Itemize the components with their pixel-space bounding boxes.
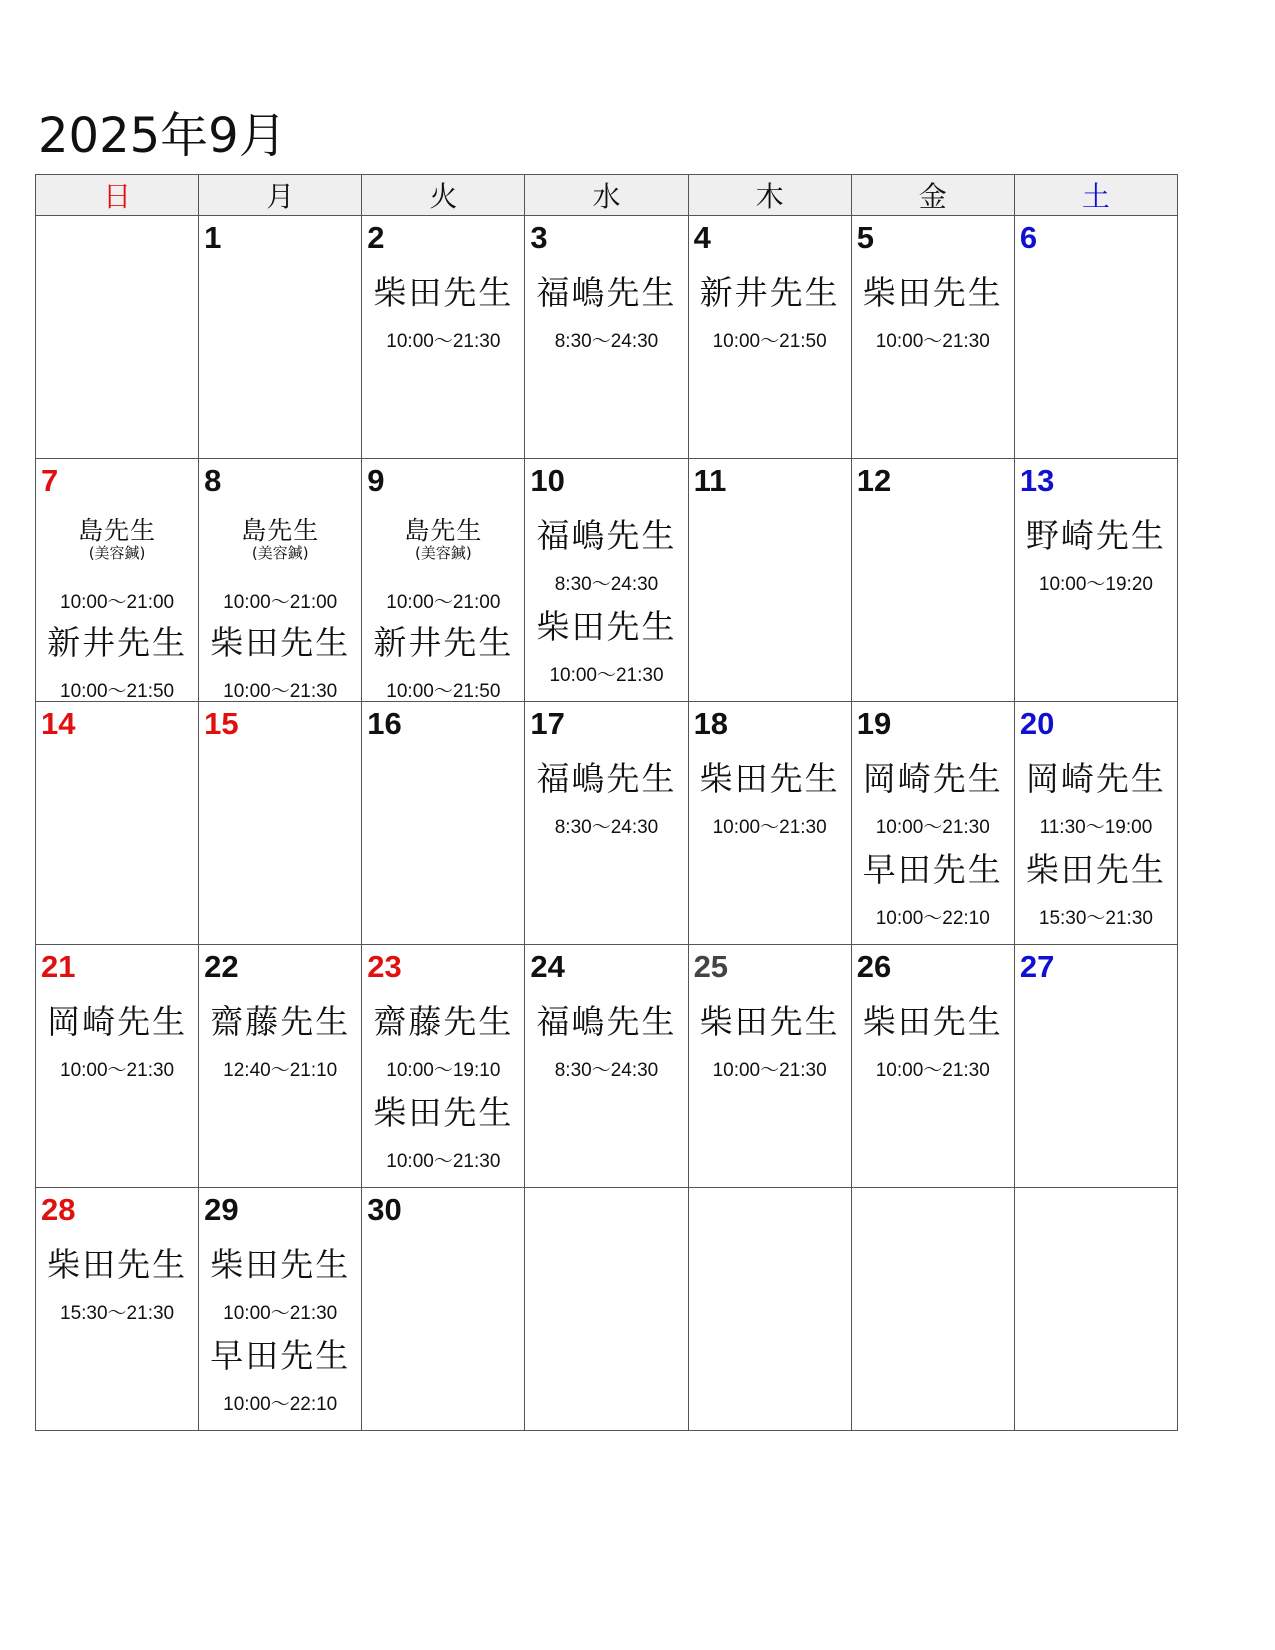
day-cell (688, 702, 851, 945)
shift-list (689, 1003, 851, 1094)
empty-day-cell (851, 1188, 1014, 1431)
day-cell (525, 216, 688, 459)
shift-note: (美容鍼) (251, 543, 309, 562)
day-number: 12 (856, 463, 892, 498)
day-cell (851, 945, 1014, 1188)
staff-name: 齋藤先生 (373, 1002, 514, 1041)
weekday-fri: 金 (851, 175, 1014, 216)
week-row (36, 459, 1178, 702)
day-number: 27 (1019, 949, 1055, 984)
shift-time: 10:00〜21:30 (223, 1302, 338, 1324)
shift-time: 15:30〜21:30 (1038, 907, 1153, 929)
shift-time: 10:00〜21:30 (223, 680, 338, 702)
shift-entry (852, 760, 1014, 839)
shift-entry (199, 517, 361, 614)
shift-entry (852, 274, 1014, 353)
day-cell (525, 702, 688, 945)
shift-list (525, 274, 687, 365)
day-number: 2 (367, 220, 385, 255)
day-cell (851, 702, 1014, 945)
shift-time: 10:00〜21:30 (549, 664, 664, 686)
shift-entry (852, 1003, 1014, 1082)
shift-list (362, 517, 524, 715)
staff-name: 新井先生 (47, 623, 188, 662)
day-cell (362, 1188, 525, 1431)
shift-time: 10:00〜21:30 (712, 1059, 827, 1081)
day-cell (362, 945, 525, 1188)
shift-entry (689, 1003, 851, 1082)
shift-list (36, 1003, 198, 1094)
shift-list (525, 517, 687, 699)
day-number: 13 (1019, 463, 1055, 498)
shift-entry (362, 1094, 524, 1173)
shift-list (852, 1003, 1014, 1094)
day-cell (36, 459, 199, 702)
shift-time: 11:30〜19:00 (1039, 816, 1153, 838)
shift-entry (525, 608, 687, 687)
shift-entry (36, 1246, 198, 1325)
shift-entry (199, 1246, 361, 1325)
day-cell (362, 702, 525, 945)
staff-name: 柴田先生 (699, 1002, 840, 1041)
calendar-table (35, 174, 1178, 1431)
day-number: 25 (693, 949, 729, 984)
week-row (36, 1188, 1178, 1431)
shift-time: 15:30〜21:30 (60, 1302, 175, 1324)
shift-list (1015, 517, 1177, 608)
weekday-tue: 火 (362, 175, 525, 216)
empty-day-cell (525, 1188, 688, 1431)
shift-note: (美容鍼) (414, 543, 472, 562)
week-row (36, 216, 1178, 459)
staff-name: 岡崎先生 (47, 1002, 188, 1041)
day-cell (199, 702, 362, 945)
day-number: 18 (693, 706, 729, 741)
staff-name: 柴田先生 (47, 1245, 188, 1284)
day-number: 24 (530, 949, 565, 984)
day-number: 15 (204, 706, 239, 741)
shift-time: 8:30〜24:30 (554, 573, 659, 595)
day-number: 17 (530, 706, 565, 741)
shift-entry (525, 517, 687, 596)
shift-list (1015, 760, 1177, 942)
weekday-thu: 木 (688, 175, 851, 216)
staff-name: 柴田先生 (1025, 849, 1166, 889)
empty-day-cell (688, 1188, 851, 1431)
shift-list (525, 760, 687, 851)
staff-name: 柴田先生 (862, 273, 1003, 312)
day-number: 8 (204, 463, 222, 498)
shift-entry (36, 517, 198, 614)
week-row (36, 702, 1178, 945)
shift-entry (36, 624, 198, 703)
shift-time: 10:00〜21:00 (386, 592, 501, 613)
shift-time: 10:00〜19:10 (386, 1059, 501, 1081)
day-number: 11 (693, 463, 727, 498)
staff-name: 福嶋先生 (536, 516, 677, 555)
shift-entry (362, 624, 524, 703)
shift-entry (362, 517, 524, 614)
day-number: 22 (204, 949, 239, 984)
shift-entry (362, 1003, 524, 1082)
staff-name: 柴田先生 (862, 1002, 1003, 1041)
shift-entry (525, 1003, 687, 1082)
day-number: 20 (1019, 706, 1055, 741)
day-cell (1014, 702, 1177, 945)
shift-entry (525, 274, 687, 353)
weekday-sun: 日 (36, 175, 199, 216)
day-cell (36, 945, 199, 1188)
shift-list (852, 274, 1014, 365)
shift-note: (美容鍼) (88, 543, 146, 562)
weekday-mon: 月 (199, 175, 362, 216)
shift-list (199, 1003, 361, 1094)
shift-entry (1015, 760, 1177, 839)
day-number: 30 (367, 1192, 402, 1227)
day-number: 4 (693, 220, 711, 255)
shift-list (362, 274, 524, 365)
calendar-body (36, 216, 1178, 1431)
day-number: 19 (856, 706, 892, 741)
day-cell (36, 1188, 199, 1431)
staff-name: 福嶋先生 (536, 1002, 677, 1041)
staff-name: 福嶋先生 (536, 759, 677, 798)
staff-name: 島先生 (78, 516, 157, 545)
day-cell (1014, 945, 1177, 1188)
shift-entry (852, 851, 1014, 930)
staff-name: 新井先生 (373, 623, 514, 662)
staff-name: 柴田先生 (210, 1245, 351, 1284)
day-number: 23 (367, 949, 402, 984)
day-cell (688, 945, 851, 1188)
staff-name: 柴田先生 (210, 623, 351, 662)
day-cell (851, 459, 1014, 702)
calendar-grid (35, 174, 1178, 1431)
shift-list (199, 517, 361, 715)
shift-time: 10:00〜21:30 (712, 816, 827, 838)
day-number: 16 (367, 706, 402, 741)
day-cell (688, 216, 851, 459)
day-cell (362, 459, 525, 702)
shift-time: 12:40〜21:10 (223, 1059, 338, 1081)
day-number: 28 (41, 1192, 76, 1227)
shift-time: 10:00〜21:00 (223, 592, 338, 613)
day-cell (688, 459, 851, 702)
staff-name: 岡崎先生 (862, 759, 1003, 798)
shift-time: 10:00〜21:50 (60, 680, 175, 702)
empty-day-cell (1014, 1188, 1177, 1431)
shift-time: 10:00〜21:50 (386, 680, 501, 702)
day-number: 5 (856, 220, 874, 255)
day-cell (851, 216, 1014, 459)
empty-day-cell (36, 216, 199, 459)
shift-time: 10:00〜19:20 (1038, 573, 1153, 595)
day-number: 6 (1019, 220, 1038, 255)
staff-name: 新井先生 (699, 273, 840, 312)
day-number: 14 (41, 706, 76, 741)
shift-time: 10:00〜21:30 (875, 816, 990, 838)
day-cell (1014, 216, 1177, 459)
staff-name: 福嶋先生 (536, 273, 677, 312)
shift-list (362, 1003, 524, 1185)
shift-list (689, 760, 851, 851)
day-number: 26 (856, 949, 892, 984)
shift-time: 10:00〜21:30 (875, 1059, 990, 1081)
shift-time: 8:30〜24:30 (554, 330, 659, 352)
weekday-wed: 水 (525, 175, 688, 216)
page-title: 2025年9月 (38, 108, 287, 164)
shift-entry (36, 1003, 198, 1082)
staff-name: 齋藤先生 (210, 1002, 351, 1041)
weekday-header-row (36, 175, 1178, 216)
day-cell (1014, 459, 1177, 702)
weekday-sat: 土 (1014, 175, 1177, 216)
staff-name: 柴田先生 (536, 606, 677, 646)
shift-time: 10:00〜21:00 (60, 592, 175, 613)
staff-name: 島先生 (404, 516, 483, 545)
day-number: 3 (530, 220, 548, 255)
shift-entry (1015, 517, 1177, 596)
shift-entry (362, 274, 524, 353)
week-row (36, 945, 1178, 1188)
shift-list (525, 1003, 687, 1094)
day-cell (199, 459, 362, 702)
day-cell (362, 216, 525, 459)
shift-time: 10:00〜21:50 (712, 330, 827, 352)
day-cell (199, 216, 362, 459)
day-number: 1 (204, 220, 222, 255)
shift-list (689, 274, 851, 365)
shift-entry (689, 760, 851, 839)
day-number: 29 (204, 1192, 239, 1227)
staff-name: 柴田先生 (373, 1092, 514, 1132)
day-number: 7 (41, 463, 59, 498)
day-cell (199, 1188, 362, 1431)
day-cell (199, 945, 362, 1188)
shift-entry (689, 274, 851, 353)
shift-entry (525, 760, 687, 839)
day-cell (36, 702, 199, 945)
shift-entry (1015, 851, 1177, 930)
day-number: 10 (530, 463, 565, 498)
shift-time: 10:00〜21:30 (386, 1150, 501, 1172)
shift-time: 10:00〜21:30 (875, 330, 990, 352)
day-number: 21 (41, 949, 76, 984)
shift-entry (199, 1003, 361, 1082)
staff-name: 早田先生 (862, 849, 1003, 889)
shift-time: 8:30〜24:30 (554, 816, 659, 838)
staff-name: 野崎先生 (1025, 516, 1166, 555)
shift-list (36, 1246, 198, 1337)
day-cell (525, 459, 688, 702)
shift-list (36, 517, 198, 715)
shift-time: 10:00〜21:30 (386, 330, 501, 352)
shift-time: 8:30〜24:30 (554, 1059, 659, 1081)
staff-name: 岡崎先生 (1025, 759, 1166, 798)
shift-time: 10:00〜22:10 (223, 1393, 338, 1415)
day-cell (525, 945, 688, 1188)
shift-list (852, 760, 1014, 942)
day-number: 9 (367, 463, 385, 498)
staff-name: 早田先生 (210, 1335, 351, 1375)
shift-time: 10:00〜21:30 (60, 1059, 175, 1081)
staff-name: 柴田先生 (373, 273, 514, 312)
staff-name: 柴田先生 (699, 759, 840, 798)
shift-time: 10:00〜22:10 (875, 907, 990, 929)
shift-entry (199, 624, 361, 703)
staff-name: 島先生 (241, 516, 320, 545)
shift-entry (199, 1337, 361, 1416)
shift-list (199, 1246, 361, 1428)
